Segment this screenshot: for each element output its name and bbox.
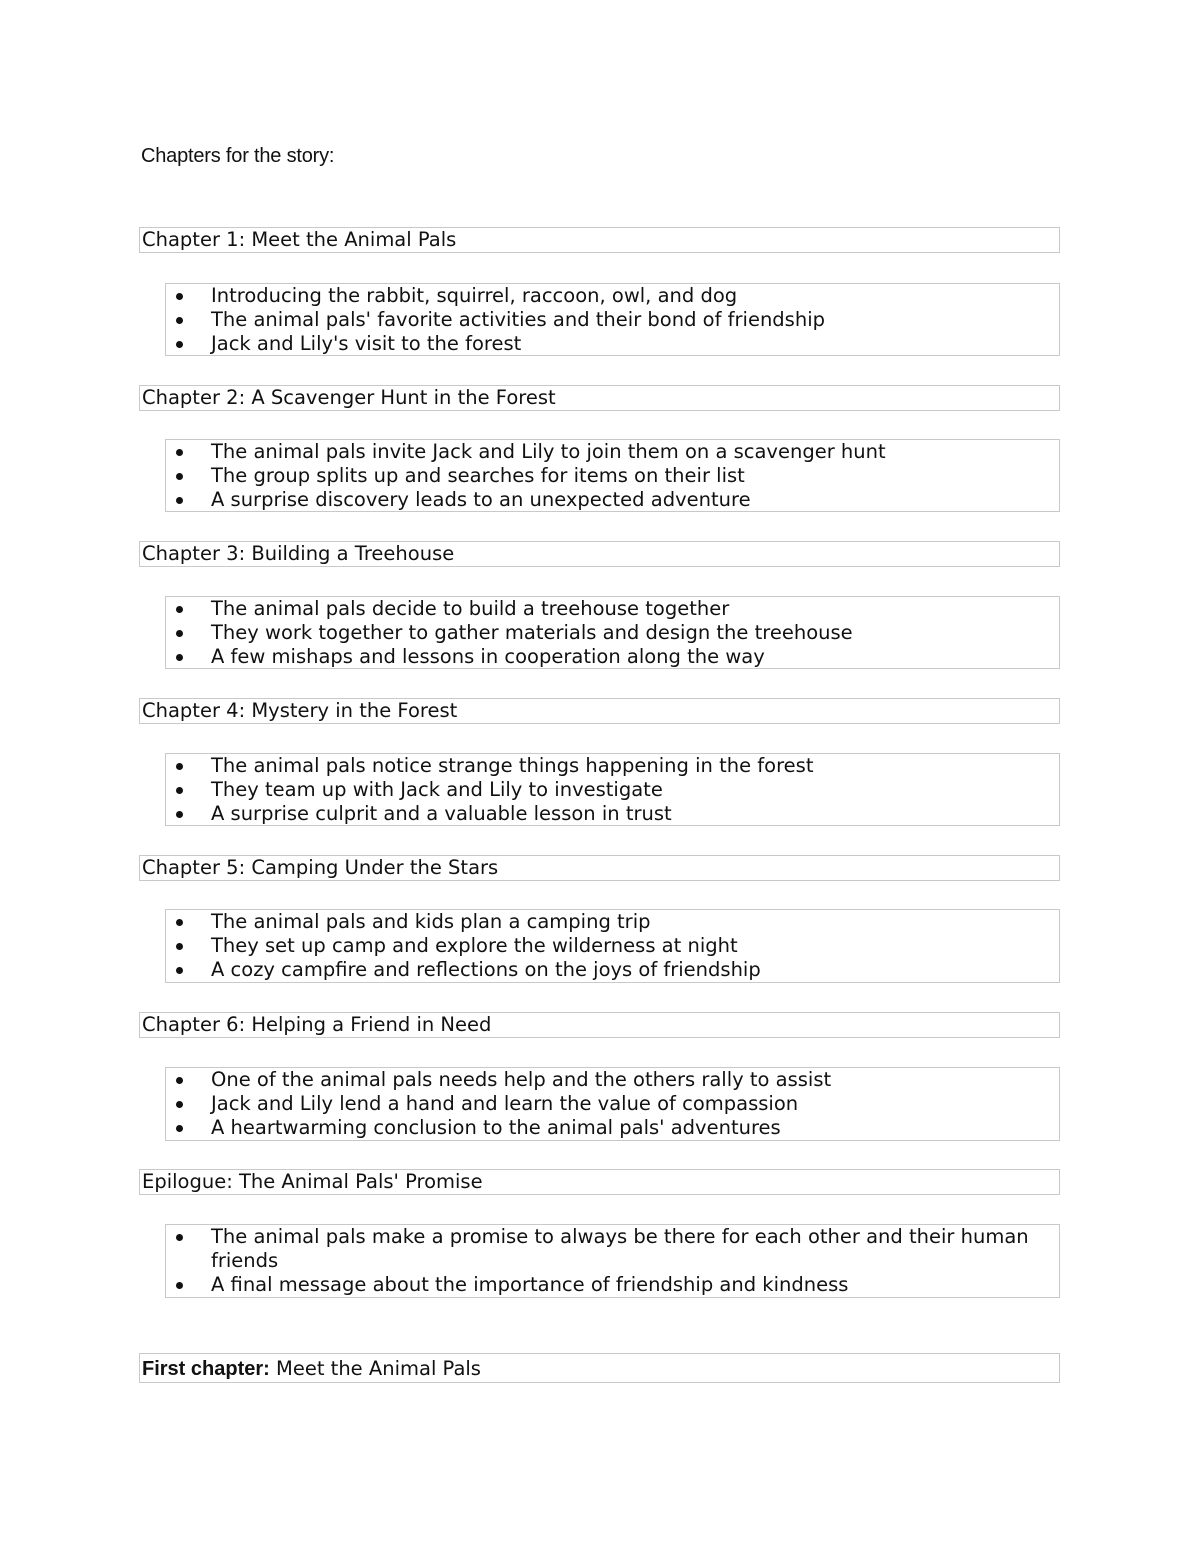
bullet-icon [176, 1282, 183, 1289]
list-item-text: Jack and Lily's visit to the forest [211, 332, 522, 356]
list-item [166, 332, 1059, 356]
bullet-icon [176, 1077, 183, 1084]
list-item-text: A heartwarming conclusion to the animal pals' adventures [211, 1116, 781, 1140]
list-item-text: A cozy campfire and reflections on the joys of friendship [211, 958, 761, 982]
bullet-icon [176, 1101, 183, 1108]
list-item [166, 597, 1059, 621]
chapter-bullet-list [165, 1224, 1060, 1298]
first-chapter-line [139, 1353, 1060, 1383]
bullet-icon [176, 919, 183, 926]
list-item-text: The animal pals make a promise to always be there for each other and their human friends [211, 1225, 1029, 1273]
chapter-bullet-list [165, 909, 1060, 983]
bullet-icon [176, 763, 183, 770]
bullet-icon [176, 341, 183, 348]
list-item-text: The animal pals and kids plan a camping trip [211, 910, 651, 933]
list-item [166, 621, 1059, 645]
list-item [166, 958, 1059, 982]
list-item [166, 1273, 1059, 1297]
chapter-title: Chapter 2: A Scavenger Hunt in the Forest [139, 385, 1060, 411]
list-item-text: They team up with Jack and Lily to investigate [211, 778, 663, 802]
list-item [166, 645, 1059, 669]
bullet-icon [176, 654, 183, 661]
list-item-text: A few mishaps and lessons in cooperation along the way [211, 645, 765, 669]
bullet-icon [176, 473, 183, 480]
chapter-title: Chapter 6: Helping a Friend in Need [139, 1012, 1060, 1038]
bullet-icon [176, 1125, 183, 1132]
bullet-icon [176, 293, 183, 300]
chapter-title: Chapter 4: Mystery in the Forest [139, 698, 1060, 724]
list-item-text: The animal pals invite Jack and Lily to join them on a scavenger hunt [211, 440, 886, 463]
bullet-icon [176, 497, 183, 504]
bullet-icon [176, 1234, 183, 1241]
list-item-text: Introducing the rabbit, squirrel, raccoon, owl, and dog [211, 284, 738, 307]
list-item-text: They work together to gather materials and design the treehouse [211, 621, 853, 645]
bullet-icon [176, 787, 183, 794]
list-item-text: A final message about the importance of friendship and kindness [211, 1273, 849, 1297]
list-item [166, 934, 1059, 958]
list-item [166, 1116, 1059, 1140]
list-item-text: A surprise discovery leads to an unexpected adventure [211, 488, 751, 512]
bullet-icon [176, 606, 183, 613]
first-chapter-value: Meet the Animal Pals [276, 1357, 481, 1380]
chapter-bullet-list [165, 283, 1060, 356]
bullet-icon [176, 811, 183, 818]
list-item [166, 488, 1059, 512]
chapter-title: Chapter 5: Camping Under the Stars [139, 855, 1060, 881]
chapter-bullet-list [165, 596, 1060, 669]
list-item [166, 1225, 1059, 1273]
list-item [166, 1092, 1059, 1116]
chapter-title: Chapter 3: Building a Treehouse [139, 541, 1060, 567]
list-item-text: The animal pals notice strange things happening in the forest [211, 754, 814, 777]
list-item-text: One of the animal pals needs help and the others rally to assist [211, 1068, 832, 1091]
list-item [166, 802, 1059, 826]
list-item [166, 284, 1059, 308]
list-item-text: They set up camp and explore the wilderness at night [211, 934, 738, 958]
list-item-text: The animal pals' favorite activities and their bond of friendship [211, 308, 825, 332]
chapter-bullet-list [165, 753, 1060, 826]
list-item-text: A surprise culprit and a valuable lesson in trust [211, 802, 672, 826]
bullet-icon [176, 967, 183, 974]
list-item-text: Jack and Lily lend a hand and learn the value of compassion [211, 1092, 799, 1116]
list-item-text: The group splits up and searches for items on their list [211, 464, 745, 488]
list-item [166, 910, 1059, 934]
chapter-bullet-list [165, 439, 1060, 512]
bullet-icon [176, 449, 183, 456]
chapter-title: Chapter 1: Meet the Animal Pals [139, 227, 1060, 253]
first-chapter-label: First chapter: [142, 1358, 270, 1380]
epilogue-title: Epilogue: The Animal Pals' Promise [139, 1169, 1060, 1195]
list-item [166, 308, 1059, 332]
list-item [166, 440, 1059, 464]
bullet-icon [176, 943, 183, 950]
list-item [166, 778, 1059, 802]
list-item [166, 1068, 1059, 1092]
list-item [166, 754, 1059, 778]
bullet-icon [176, 317, 183, 324]
page-title: Chapters for the story: [141, 145, 335, 167]
list-item [166, 464, 1059, 488]
list-item-text: The animal pals decide to build a treehouse together [211, 597, 730, 620]
bullet-icon [176, 630, 183, 637]
chapter-bullet-list [165, 1067, 1060, 1141]
